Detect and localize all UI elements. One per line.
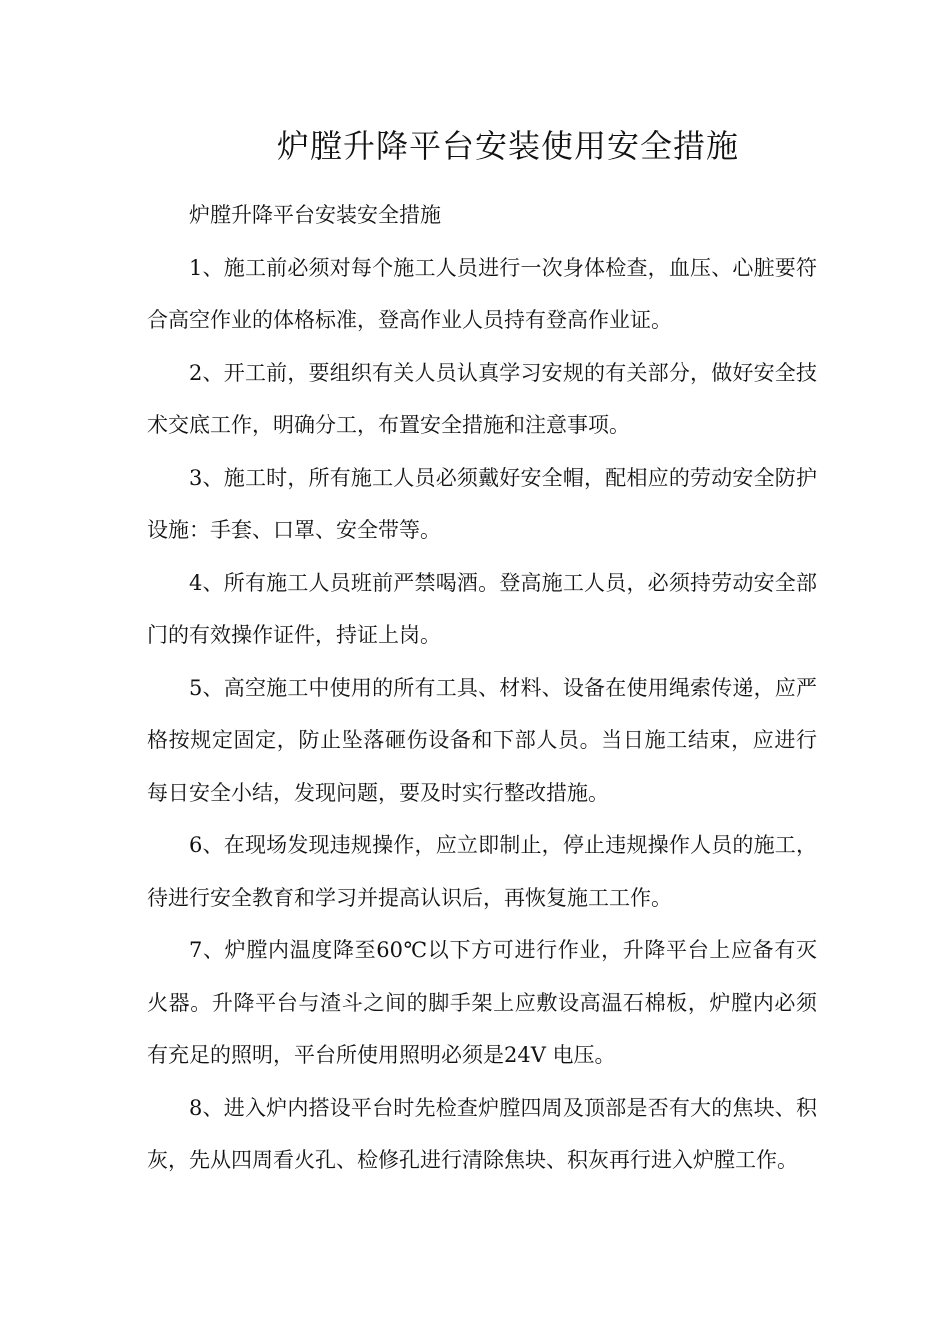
measure-item-5: 5、高空施工中使用的所有工具、材料、设备在使用绳索传递，应严格按规定固定，防止坠落砸伤设备和下部人员。当日施工结束，应进行每日安全小结，发现问题，要及时实行整改措施。	[147, 675, 817, 805]
measure-item-8: 8、进入炉内搭设平台时先检查炉膛四周及顶部是否有大的焦块、积灰，先从四周看火孔、检修孔进行清除焦块、积灰再行进入炉膛工作。	[147, 1095, 817, 1172]
measure-item-1: 1、施工前必须对每个施工人员进行一次身体检查，血压、心脏要符合高空作业的体格标准，登高作业人员持有登高作业证。	[147, 255, 817, 332]
measure-item-6: 6、在现场发现违规操作，应立即制止，停止违规操作人员的施工，待进行安全教育和学习并提高认识后，再恢复施工工作。	[147, 833, 817, 910]
document-title: 炉膛升降平台安装使用安全措施	[276, 127, 739, 165]
measure-item-4: 4、所有施工人员班前严禁喝酒。登高施工人员，必须持劳动安全部门的有效操作证件，持证上岗。	[147, 570, 817, 647]
document-body	[147, 189, 817, 1187]
measure-item-7: 7、炉膛内温度降至60℃以下方可进行作业，升降平台上应备有灭火器。升降平台与渣斗之间的脚手架上应敷设高温石棉板，炉膛内必须有充足的照明，平台所使用照明必须是24V 电压。	[147, 938, 817, 1067]
section-heading: 炉膛升降平台安装安全措施	[189, 203, 441, 227]
measure-item-3: 3、施工时，所有施工人员必须戴好安全帽，配相应的劳动安全防护设施：手套、口罩、安全带等。	[147, 465, 817, 542]
measure-item-2: 2、开工前，要组织有关人员认真学习安规的有关部分，做好安全技术交底工作，明确分工，布置安全措施和注意事项。	[147, 360, 817, 437]
